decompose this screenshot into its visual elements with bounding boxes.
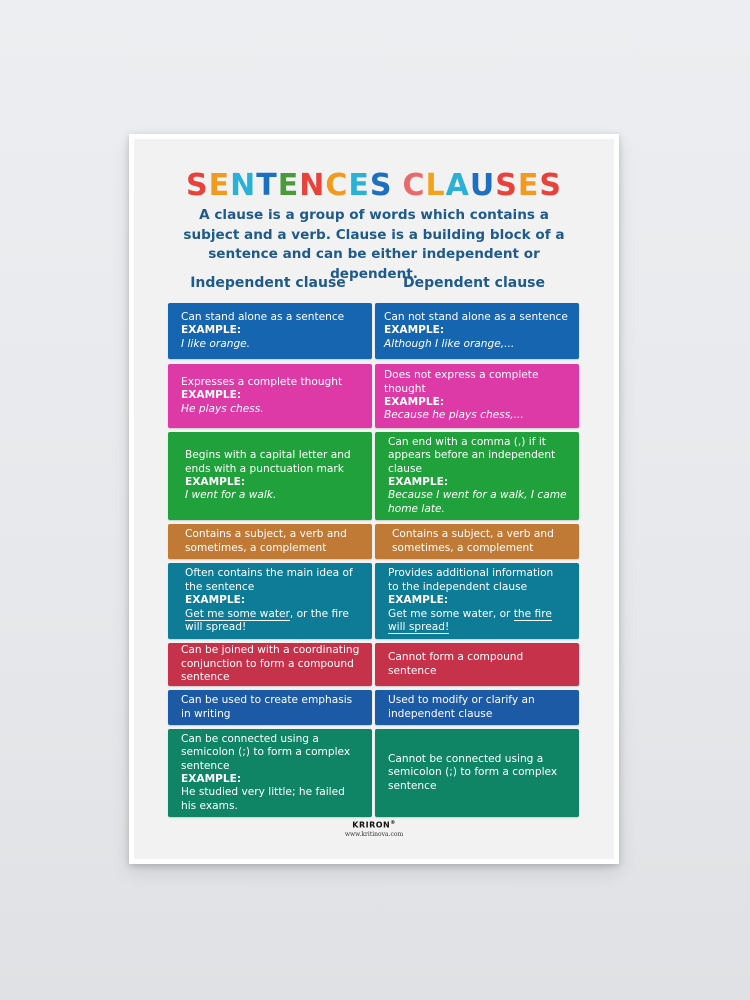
underlined-clause: will spread!: [388, 621, 450, 634]
card-description: Contains a subject, a verb and: [185, 528, 347, 541]
title-letter: L: [425, 168, 446, 203]
card-description: in writing: [181, 707, 231, 720]
example-fragment: Get me some water, or: [388, 607, 514, 620]
underlined-clause: the fire: [513, 607, 552, 620]
title-letter: U: [469, 168, 496, 203]
card-description: independent clause: [388, 707, 493, 720]
card-description: the sentence: [185, 580, 255, 593]
card-description: Expresses a complete thought: [181, 375, 343, 388]
independent-clause-card: [168, 432, 372, 520]
dependent-clause-card: [375, 524, 579, 559]
title-letter: N: [299, 168, 326, 203]
dependent-clause-card: [375, 563, 579, 639]
card-description: Can be joined with a coordinating: [181, 644, 360, 657]
independent-clause-card: [168, 303, 372, 359]
card-description: Can not stand alone as a sentence: [384, 310, 568, 323]
card-description: Provides additional information: [388, 567, 554, 580]
card-description: Can be connected using a: [181, 732, 319, 745]
example-sentence: [388, 621, 573, 634]
title-letter: E: [517, 168, 540, 203]
example-sentence: Although I like orange,...: [384, 337, 515, 350]
card-description: conjunction to form a compound: [181, 657, 354, 670]
dependent-clause-card: [375, 303, 579, 359]
card-description: Used to modify or clarify an: [388, 694, 535, 707]
example-label: EXAMPLE:: [388, 476, 449, 488]
example-label: EXAMPLE:: [384, 396, 445, 408]
title-letter: S: [539, 168, 562, 203]
title-letter: [392, 169, 402, 203]
example-label: EXAMPLE:: [181, 389, 242, 402]
brand-website: www.kritinova.com: [344, 831, 404, 838]
underlined-clause: Get me some water: [185, 607, 290, 620]
example-label: EXAMPLE:: [185, 476, 246, 488]
brand-mark: ®: [390, 820, 396, 826]
card-description: Can end with a comma (,) if it: [388, 435, 546, 448]
title-letter: S: [186, 168, 209, 203]
card-description: sentence: [388, 664, 437, 677]
dependent-clause-card: [375, 643, 579, 686]
dependent-clause-card: [375, 364, 579, 428]
card-description: Does not express a complete: [384, 369, 539, 382]
title-letter: T: [256, 168, 278, 203]
example-sentence: his exams.: [181, 799, 238, 812]
example-label: EXAMPLE:: [181, 324, 242, 337]
card-description: Often contains the main idea of: [185, 567, 353, 580]
card-description: Contains a subject, a verb and: [392, 528, 554, 541]
independent-clause-card: [168, 729, 372, 817]
card-description: clause: [388, 462, 423, 475]
example-sentence: will spread!: [185, 621, 247, 634]
column-heading-independent: Independent clause: [190, 275, 346, 291]
card-description: Can stand alone as a sentence: [181, 310, 345, 323]
title-letter: A: [445, 168, 470, 203]
card-description: sentence: [181, 759, 230, 772]
title-letter: N: [230, 168, 257, 203]
card-description: appears before an independent: [388, 449, 556, 462]
example-sentence: [185, 608, 366, 621]
card-description: sentence: [388, 779, 437, 792]
independent-clause-card: [168, 643, 372, 686]
title-letter: E: [277, 168, 300, 203]
example-label: EXAMPLE:: [388, 594, 449, 607]
example-sentence: I like orange.: [181, 337, 251, 350]
card-description: Cannot be connected using a: [388, 752, 544, 765]
example-fragment: , or the fire: [289, 607, 349, 620]
dependent-clause-card: [375, 432, 579, 520]
independent-clause-card: [168, 690, 372, 725]
title-letter: E: [208, 168, 231, 203]
card-description: Can be used to create emphasis: [181, 694, 353, 707]
card-description: semicolon (;) to form a complex: [181, 746, 351, 759]
card-description: sometimes, a complement: [392, 541, 534, 554]
title-letter: C: [325, 168, 349, 203]
dependent-clause-card: [375, 729, 579, 817]
card-description: semicolon (;) to form a complex: [388, 766, 558, 779]
example-sentence: He studied very little; he failed: [181, 786, 345, 799]
poster: [134, 139, 614, 859]
brand-logo: [134, 820, 614, 830]
independent-clause-card: [168, 364, 372, 428]
example-sentence: I went for a walk.: [185, 489, 277, 502]
title-letter: S: [495, 168, 518, 203]
title-letter: C: [402, 168, 426, 203]
example-sentence: Because he plays chess,...: [384, 409, 524, 422]
title-letter: S: [369, 168, 393, 203]
card-description: Cannot form a compound: [388, 651, 524, 664]
example-label: EXAMPLE:: [384, 324, 445, 337]
dependent-clause-card: [375, 690, 579, 725]
independent-clause-card: [168, 524, 372, 559]
example-sentence: Because I went for a walk, I came: [388, 489, 567, 502]
card-description: thought: [384, 382, 426, 395]
title-letter: E: [348, 168, 370, 203]
intro-text: A clause is a group of words which contains a subject and a verb. Clause is a building block of a sentence and can be either independent or dependent.: [183, 207, 565, 282]
example-sentence: He plays chess.: [181, 402, 264, 415]
card-description: Begins with a capital letter and: [185, 449, 351, 462]
poster-title: [134, 169, 614, 203]
example-sentence: home late.: [388, 502, 445, 515]
independent-clause-card: [168, 563, 372, 639]
card-description: sometimes, a complement: [185, 541, 327, 554]
brand-name: KRIRON: [352, 820, 391, 830]
card-description: to the independent clause: [388, 580, 528, 593]
card-description: ends with a punctuation mark: [185, 462, 344, 475]
example-label: EXAMPLE:: [181, 773, 242, 785]
example-sentence: [388, 608, 573, 621]
example-label: EXAMPLE:: [185, 594, 246, 607]
card-description: sentence: [181, 671, 230, 684]
poster-frame: [129, 134, 619, 864]
column-heading-dependent: Dependent clause: [403, 275, 545, 291]
